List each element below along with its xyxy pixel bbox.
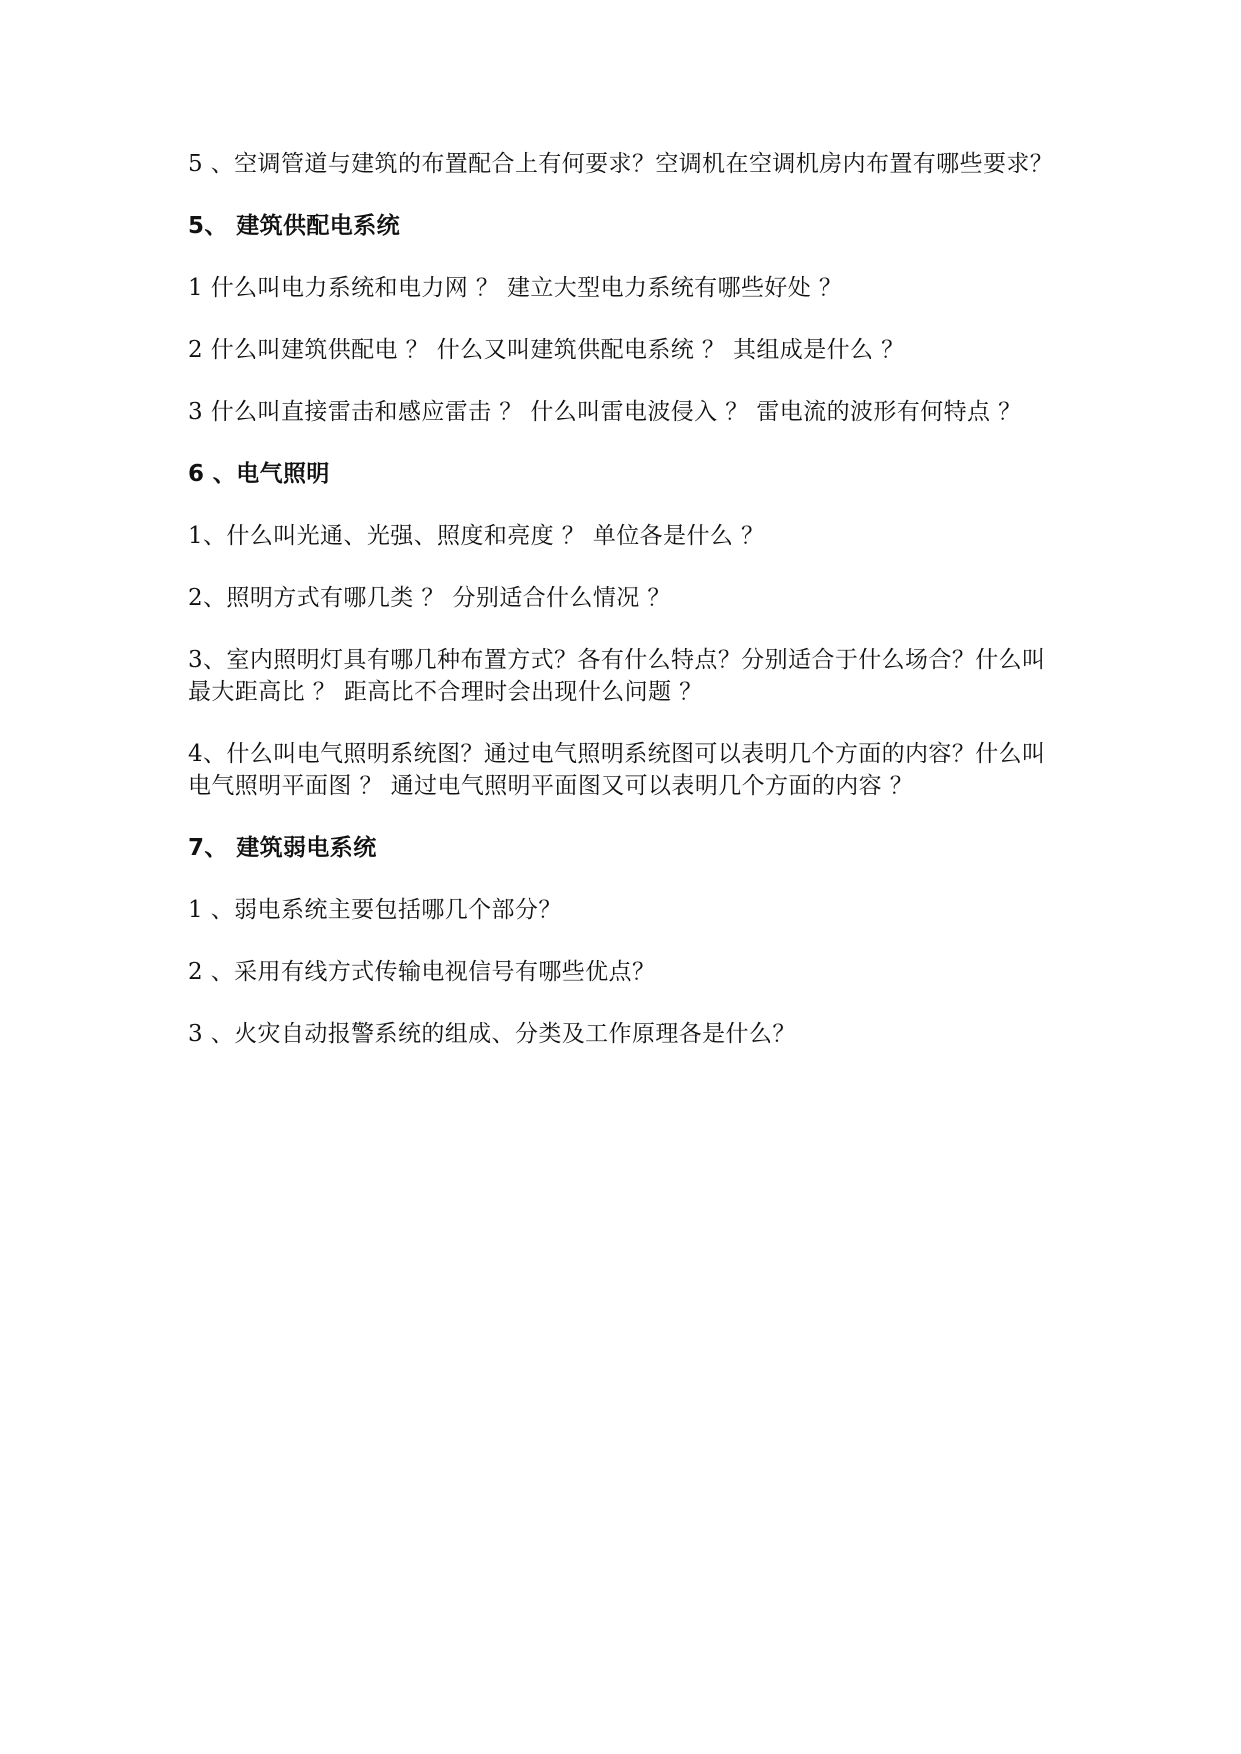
question-hvac-layout: 5 、空调管道与建筑的布置配合上有何要求？空调机在空调机房内布置有哪些要求？ xyxy=(188,151,1054,177)
question-5-2: 2 什么叫建筑供配电 ？ 什么又叫建筑供配电系统 ？ 其组成是什么 ？ xyxy=(188,337,905,363)
question-6-1: 1、什么叫光通、光强、照度和亮度 ？ 单位各是什么 ？ xyxy=(188,523,765,549)
question-7-1: 1 、弱电系统主要包括哪几个部分？ xyxy=(188,897,562,923)
question-5-3: 3 什么叫直接雷击和感应雷击 ？ 什么叫雷电波侵入 ？ 雷电流的波形有何特点 ？ xyxy=(188,399,1022,425)
section-heading-low-voltage: 7、 建筑弱电系统 xyxy=(188,835,377,861)
section-heading-lighting: 6 、电气照明 xyxy=(188,461,330,487)
question-7-3: 3 、火灾自动报警系统的组成、分类及工作原理各是什么？ xyxy=(188,1021,796,1047)
question-6-2: 2、照明方式有哪几类 ？ 分别适合什么情况 ？ xyxy=(188,585,671,611)
question-6-3: 3、室内照明灯具有哪几种布置方式？各有什么特点？分别适合于什么场合？什么叫最大距高比 ？ 距高比不合理时会出现什么问题 ？ xyxy=(188,647,1046,705)
section-heading-power-supply: 5、 建筑供配电系统 xyxy=(188,213,401,239)
question-6-4: 4、什么叫电气照明系统图？通过电气照明系统图可以表明几个方面的内容？什么叫电气照明平面图 ？ 通过电气照明平面图又可以表明几个方面的内容 ？ xyxy=(188,741,1046,799)
document-body xyxy=(188,148,1068,1080)
question-7-2: 2 、采用有线方式传输电视信号有哪些优点？ xyxy=(188,959,656,985)
question-5-1: 1 什么叫电力系统和电力网 ？ 建立大型电力系统有哪些好处 ？ xyxy=(188,275,843,301)
